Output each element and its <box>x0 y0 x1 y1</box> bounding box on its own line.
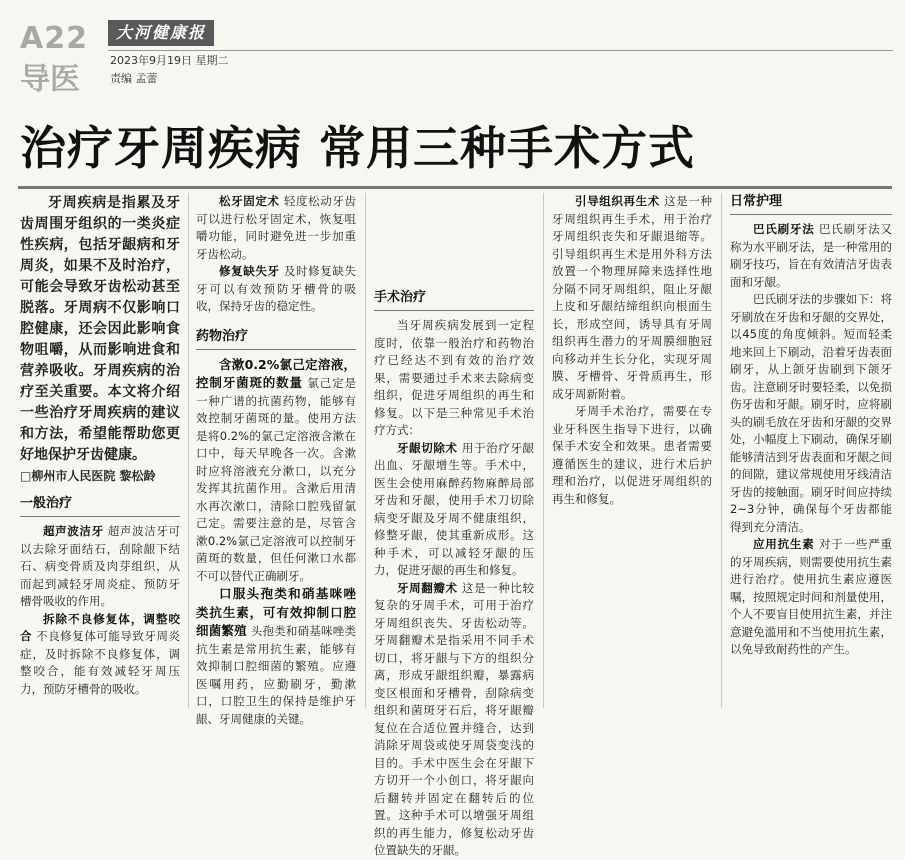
column-4 <box>552 193 712 713</box>
heading-drug-treatment: 药物治疗 <box>196 328 356 350</box>
column-5 <box>730 193 892 713</box>
paragraph-restore-missing <box>196 263 356 316</box>
text-splint: 轻度松动牙齿可以进行松牙固定术，恢复咀嚼功能，同时避免进一步加重牙齿松动。 <box>196 194 357 261</box>
term-oral-antibiotics: 口服头孢类和硝基咪唑类抗生素，可有效抑制口腔细菌繁殖 <box>196 586 356 638</box>
paragraph-bass-steps: 巴氏刷牙法的步骤如下：将牙刷放在牙齿和牙龈的交界处，以45度的角度倾斜。短而轻柔地来回上下刷动，沿着牙齿表面刷牙，从上颌牙齿刷到下颌牙齿。注意刷牙时要轻柔，以免损伤牙齿和牙龈。刷牙时，应将刷头的刷毛放在牙齿和牙龈的交界处，小幅度上下刷动，确保牙刷能够清洁到牙齿表面和牙龈之间的间隙，建议常规使用牙线清洁牙齿的接触面。刷牙时间应持续2~3分钟，确保每个牙齿都能得到充分清洁。 <box>730 292 892 534</box>
term-antibiotics: 应用抗生素 <box>753 537 815 551</box>
text-ultrasound: 超声波洁牙可以去除牙面结石，刮除龈下结石、病变骨质及肉芽组织，从而起到减轻牙周炎症、预防牙槽骨吸收的作用。 <box>20 524 181 608</box>
column-divider <box>365 193 366 708</box>
heading-daily-care: 日常护理 <box>730 193 892 215</box>
text-bass-method: 巴氏刷牙法又称为水平刷牙法，是一种常用的刷牙技巧，旨在有效清洁牙齿表面和牙龈。 <box>730 222 893 289</box>
paragraph-flap-surgery <box>374 580 534 860</box>
paragraph-splint <box>196 193 356 263</box>
text-chlorhexidine: 氯己定是一种广谱的抗菌药物，能够有效控制牙菌斑的量。使用方法是将0.2%的氯己定溶液含漱在口中，每天早晚各一次。含漱时应将溶液充分漱口，以充分发挥其抗菌作用。含漱后用清水再次漱口，清除口腔残留氯己定。需要注意的是，尽管含漱0.2%氯己定溶液可以控制牙菌斑的数量，但任何漱口水都不可以替代正确刷牙。 <box>196 376 357 583</box>
byline: □柳州市人民医院 黎松龄 <box>20 469 156 483</box>
header-divider <box>108 50 893 51</box>
column-2 <box>196 193 357 726</box>
term-remove-restoration: 拆除不良修复体，调整咬合 <box>20 611 180 643</box>
term-restore-missing: 修复缺失牙 <box>219 264 280 278</box>
term-splint: 松牙固定术 <box>219 194 280 208</box>
text-antibiotics: 对于一些严重的牙周疾病，则需要使用抗生素进行治疗。使用抗生素应遵医嘱，按照规定时间和剂量使用，个人不要盲目使用抗生素，并注意避免滥用和不当使用抗生素，以免导致耐药性的产生。 <box>730 537 893 656</box>
masthead-logo: 大河健康报 <box>108 20 214 46</box>
paragraph-chlorhexidine <box>196 356 356 586</box>
column-3 <box>374 193 535 857</box>
column-divider <box>188 193 189 708</box>
paragraph-bass-method <box>730 221 892 291</box>
paragraph-gingivectomy <box>374 440 534 580</box>
paragraph-antibiotics <box>730 536 892 659</box>
title-rule <box>18 186 892 189</box>
column-1 <box>20 193 180 713</box>
text-restore-missing: 及时修复缺失牙可以有效预防牙槽骨的吸收，保持牙齿的稳定性。 <box>196 264 357 313</box>
term-gingivectomy: 牙龈切除术 <box>397 440 458 455</box>
lead-paragraph: 牙周疾病是指累及牙齿周围牙组织的一类炎症性疾病，包括牙龈病和牙周炎，如果不及时治疗，可能会导致牙齿松动甚至脱落。牙周病不仅影响口腔健康，还会因此影响食物咀嚼，从而影响进食和营养吸收。牙周疾病的治疗至关重要。本文将介绍一些治疗牙周疾病的建议和方法，希望能帮助您更好地保护牙齿健康。 <box>20 195 180 463</box>
text-flap-surgery: 这是一种比较复杂的牙周手术，可用于治疗牙周组织丧失、牙齿松动等。牙周翻瓣术是指采用不同手术切口，将牙龈与下方的组织分离，形成牙龈组织瓣，暴露病变区根面和牙槽骨，刮除病变组织和菌斑牙石后，将牙龈瓣复位在合适位置并缝合，达到消除牙周袋或使牙周袋变浅的目的。手术中医生会在牙龈下方切开一个小创口，将牙龈向后翻转并固定在翻转后的位置。这种手术可以增强牙周组织的再生能力，修复松动牙齿位置缺失的牙龈。 <box>374 580 535 857</box>
column-divider <box>543 193 544 708</box>
editor-credit: 责编 孟蕾 <box>110 72 158 85</box>
term-ultrasound: 超声波洁牙 <box>43 524 104 538</box>
term-guided-regeneration: 引导组织再生术 <box>575 194 660 208</box>
text-gingivectomy: 用于治疗牙龈出血、牙龈增生等。手术中，医生会使用麻醉药物麻醉局部牙齿和牙龈，使用手术刀切除病变牙龈及牙周不健康组织，修整牙龈，使其重新成形。这种手术，可以减轻牙龈的压力，促进牙龈的再生和修复。 <box>374 440 535 577</box>
term-chlorhexidine: 含漱0.2%氯己定溶液，控制牙菌斑的数量 <box>196 356 356 390</box>
paragraph-remove-restoration <box>20 611 180 699</box>
text-oral-antibiotics: 头孢类和硝基咪唑类抗生素是常用抗生素，能够有效抑制口腔细菌的繁殖。应遵医嘱用药，应勤刷牙，勤漱口，口腔卫生的保持是维护牙龈、牙周健康的关键。 <box>196 624 356 726</box>
paragraph-oral-antibiotics <box>196 585 356 728</box>
term-bass-method: 巴氏刷牙法 <box>753 222 815 236</box>
term-flap-surgery: 牙周翻瓣术 <box>397 580 458 595</box>
issue-date: 2023年9月19日 星期二 <box>110 54 229 67</box>
column-divider <box>721 193 722 708</box>
section-title: 导医 <box>20 62 80 97</box>
page-number: A22 <box>20 21 88 56</box>
paragraph-ultrasound <box>20 523 180 611</box>
paragraph-surgery-note: 牙周手术治疗，需要在专业牙科医生指导下进行，以确保手术安全和效果。患者需要遵循医生的建议，进行术后护理和治疗，以促进牙周组织的再生和修复。 <box>552 404 712 506</box>
text-remove-restoration: 不良修复体可能导致牙周炎症，及时拆除不良修复体，调整咬合，能有效减轻牙周压力，预防牙槽骨的吸收。 <box>20 629 181 696</box>
heading-general-treatment: 一般治疗 <box>20 495 180 517</box>
paragraph-surgery-intro: 当牙周疾病发展到一定程度时，依靠一般治疗和药物治疗已经达不到有效的治疗效果，需要通过手术来去除病变组织，促进牙周组织的再生和修复。以下是三种常见手术治疗方式： <box>374 318 534 437</box>
text-guided-regeneration: 这是一种牙周组织再生手术，用于治疗牙周组织丧失和牙龈退缩等。引导组织再生术是用外科方法放置一个物理屏障来选择性地分隔不同牙周组织，阻止牙龈上皮和牙龈结缔组织向根面生长，形成空间，诱导具有牙周组织再生潜力的牙周膜细胞冠向移动并生长分化，实现牙周膜、牙槽骨、牙骨质再生，形成牙周新附着。 <box>552 194 713 401</box>
paragraph-guided-regeneration <box>552 193 712 403</box>
heading-surgery: 手术治疗 <box>374 289 534 311</box>
headline: 治疗牙周疾病 常用三种手术方式 <box>20 121 696 175</box>
